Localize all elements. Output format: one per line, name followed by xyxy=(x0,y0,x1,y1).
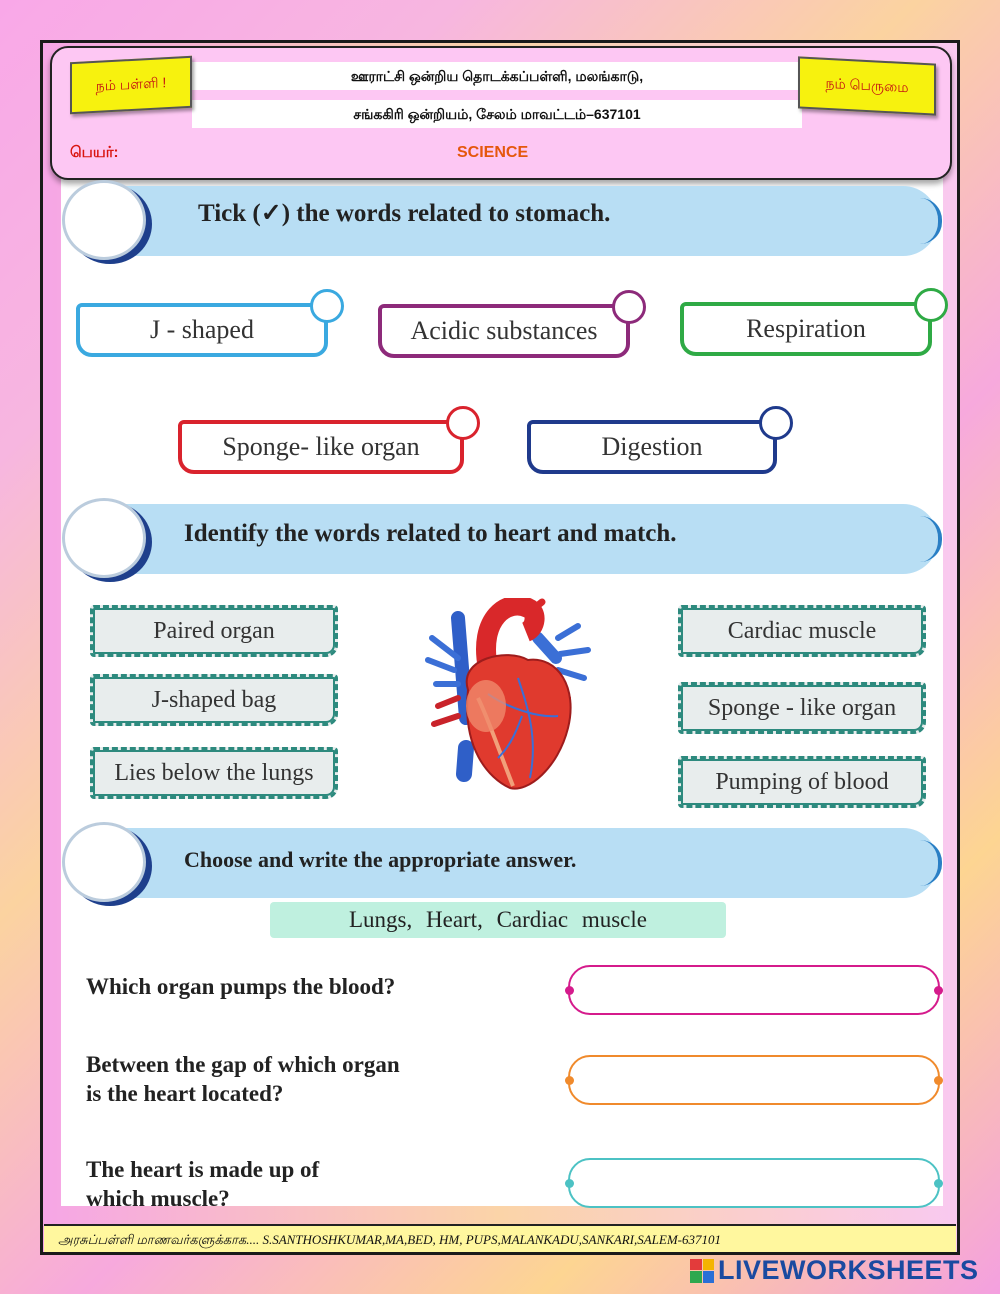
word-label: Digestion xyxy=(601,432,703,461)
question-2-line1: Between the gap of which organ xyxy=(86,1052,400,1077)
question-2 xyxy=(86,1050,400,1108)
question-3-line2: which muscle? xyxy=(86,1186,230,1211)
answer-dot-left xyxy=(565,1179,574,1188)
answer-input-1[interactable] xyxy=(568,965,940,1015)
answer-dot-right xyxy=(934,1076,943,1085)
section3-banner xyxy=(62,822,942,902)
section2-circle xyxy=(62,498,146,578)
heart-illustration xyxy=(418,598,598,798)
footer-credit: அரசுப்பள்ளி மாணவர்களுக்காக.... S.SANTHOSHKUMAR,MA,BED, HM, PUPS,MALANKADU,SANKARI,SALEM-637101 xyxy=(44,1224,956,1252)
question-2-line2: is the heart located? xyxy=(86,1081,284,1106)
word-label: Sponge- like organ xyxy=(222,432,420,461)
question-3 xyxy=(86,1155,319,1213)
section3-circle xyxy=(62,822,146,902)
tick-circle[interactable] xyxy=(759,406,793,440)
match-label: Cardiac muscle xyxy=(727,617,877,644)
tick-circle[interactable] xyxy=(310,289,344,323)
tick-circle[interactable] xyxy=(612,290,646,324)
tick-word-digestion[interactable] xyxy=(527,420,777,474)
our-school-tag-label: நம் பள்ளி ! xyxy=(95,73,167,94)
section2-title: Identify the words related to heart and match. xyxy=(184,520,677,547)
answer-options: Lungs, Heart, Cardiac muscle xyxy=(270,902,726,938)
match-label: Pumping of blood xyxy=(715,768,889,795)
question-3-line1: The heart is made up of xyxy=(86,1157,320,1182)
section1-banner xyxy=(62,180,942,260)
subject-title: SCIENCE xyxy=(457,144,529,161)
match-label: Sponge - like organ xyxy=(707,694,897,721)
word-label: Acidic substances xyxy=(410,316,598,345)
word-label: J - shaped xyxy=(150,315,254,344)
match-right-cardiac-muscle[interactable] xyxy=(678,605,926,657)
school-address: சங்ககிரி ஒன்றியம், சேலம் மாவட்டம்–637101 xyxy=(192,100,802,128)
match-right-pumping-blood[interactable] xyxy=(678,756,926,808)
match-label: Paired organ xyxy=(153,617,275,644)
section2-banner xyxy=(62,498,942,578)
match-label: J-shaped bag xyxy=(151,686,277,713)
section1-title: Tick (✓) the words related to stomach. xyxy=(198,200,611,227)
answer-dot-left xyxy=(565,986,574,995)
answer-dot-right xyxy=(934,1179,943,1188)
our-pride-tag-label: நம் பெருமை xyxy=(825,74,909,95)
match-right-sponge-organ[interactable] xyxy=(678,682,926,734)
answer-input-3[interactable] xyxy=(568,1158,940,1208)
tick-circle[interactable] xyxy=(446,406,480,440)
section1-circle xyxy=(62,180,146,260)
name-label: பெயர்: xyxy=(70,144,119,161)
question-1-line1: Which organ pumps the blood? xyxy=(86,974,396,999)
tick-word-respiration[interactable] xyxy=(680,302,932,356)
tick-word-acidic[interactable] xyxy=(378,304,630,358)
word-label: Respiration xyxy=(746,314,866,343)
tick-word-j-shaped[interactable] xyxy=(76,303,328,357)
school-name: ஊராட்சி ஒன்றிய தொடக்கப்பள்ளி, மலங்காடு, xyxy=(192,62,802,90)
match-left-j-shaped-bag[interactable] xyxy=(90,674,338,726)
tick-circle[interactable] xyxy=(914,288,948,322)
question-1 xyxy=(86,972,395,1001)
liveworksheets-logo-icon xyxy=(690,1259,714,1283)
our-pride-tag xyxy=(798,56,936,115)
match-label: Lies below the lungs xyxy=(114,759,314,786)
answer-dot-left xyxy=(565,1076,574,1085)
brand-label: LIVEWORKSHEETS xyxy=(718,1255,979,1285)
answer-dot-right xyxy=(934,986,943,995)
section3-title: Choose and write the appropriate answer. xyxy=(184,847,577,872)
answer-input-2[interactable] xyxy=(568,1055,940,1105)
match-left-paired-organ[interactable] xyxy=(90,605,338,657)
liveworksheets-brand[interactable] xyxy=(690,1255,979,1286)
our-school-tag xyxy=(70,56,192,114)
school-header xyxy=(50,46,952,180)
match-left-lies-below-lungs[interactable] xyxy=(90,747,338,799)
tick-word-sponge[interactable] xyxy=(178,420,464,474)
